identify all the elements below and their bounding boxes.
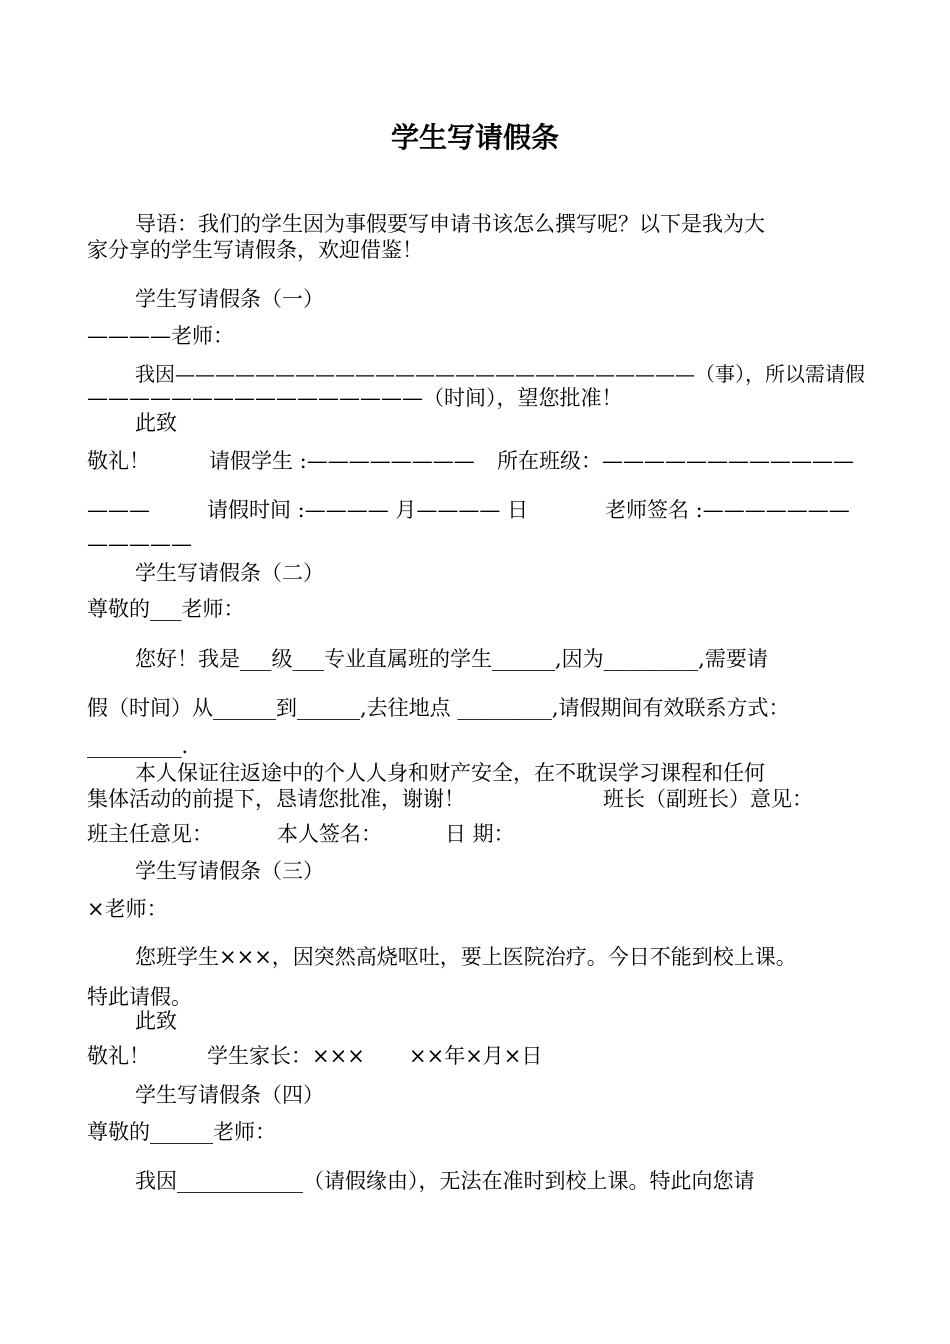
self-signature-label: 本人签名：	[277, 822, 382, 846]
section-1-sign-row-2	[87, 497, 865, 523]
section-1-salutation: ————老师：	[87, 324, 234, 348]
parent-signature: 学生家长：×××	[207, 1044, 365, 1068]
section-3-body-line-2: 特此请假。	[87, 985, 192, 1009]
teacher-signature-field: 老师签名 :———————	[605, 498, 850, 522]
section-1-body-line-1: 我因——————————————————————————（事），所以需请假	[135, 362, 865, 386]
section-4-body-line-1: 我因____________（请假缘由），无法在准时到校上课。特此向您请	[135, 1169, 755, 1193]
section-1-sign-row-3: —————	[87, 532, 192, 556]
section-3-closing: 此致	[135, 1009, 177, 1033]
section-3-sign-row	[87, 1043, 865, 1069]
section-1-sign-row-1	[87, 448, 865, 474]
section-2-heading: 学生写请假条（二）	[135, 561, 324, 585]
intro-line-1: 导语：我们的学生因为事假要写申请书该怎么撰写呢？以下是我为大	[135, 212, 765, 236]
leave-student-field: 请假学生 :————————	[209, 449, 475, 473]
section-2-sign-row	[87, 821, 865, 847]
intro-line-2: 家分享的学生写请假条，欢迎借鉴！	[87, 238, 423, 262]
section-3-body-line-1: 您班学生×××，因突然高烧呕吐，要上医院治疗。今日不能到校上课。	[135, 945, 797, 969]
leave-time-field: 请假时间 :———— 月———— 日	[207, 498, 529, 522]
date-text: ××年×月×日	[409, 1044, 543, 1068]
section-3-salutation: ×老师：	[87, 897, 168, 921]
section-2-body-line-5	[87, 786, 865, 812]
section-3-heading: 学生写请假条（三）	[135, 859, 324, 883]
head-teacher-opinion-label: 班主任意见：	[87, 822, 213, 846]
section-2-body-line-1: 您好！我是___级___专业直属班的学生______,因为_________,需要请	[135, 647, 768, 671]
section-2-salutation: 尊敬的___老师：	[87, 597, 245, 621]
section-2-body-line-2: 假（时间）从______到______,去往地点 _________,请假期间有效联系方式：	[87, 696, 790, 720]
date-label: 日 期：	[445, 822, 515, 846]
salute-text: 敬礼！	[87, 449, 150, 473]
section-2-body-line-4: 本人保证往返途中的个人人身和财产安全，在不耽误学习课程和任何	[135, 761, 765, 785]
section-1-closing: 此致	[135, 411, 177, 435]
document-title: 学生写请假条	[390, 121, 559, 154]
request-text: 集体活动的前提下，恳请您批准，谢谢！	[87, 787, 465, 811]
class-field: 所在班级：————————————	[497, 449, 854, 473]
dash-continuation: ———	[87, 498, 150, 522]
salute-text: 敬礼！	[87, 1044, 150, 1068]
section-4-salutation: 尊敬的______老师：	[87, 1120, 276, 1144]
section-1-body-line-2: ————————————————（时间），望您批准！	[87, 386, 623, 410]
section-1-heading: 学生写请假条（一）	[135, 287, 324, 311]
section-4-heading: 学生写请假条（四）	[135, 1083, 324, 1107]
monitor-opinion-label: 班长（副班长）意见：	[603, 787, 813, 811]
section-2-body-line-3: _________.	[87, 734, 189, 758]
